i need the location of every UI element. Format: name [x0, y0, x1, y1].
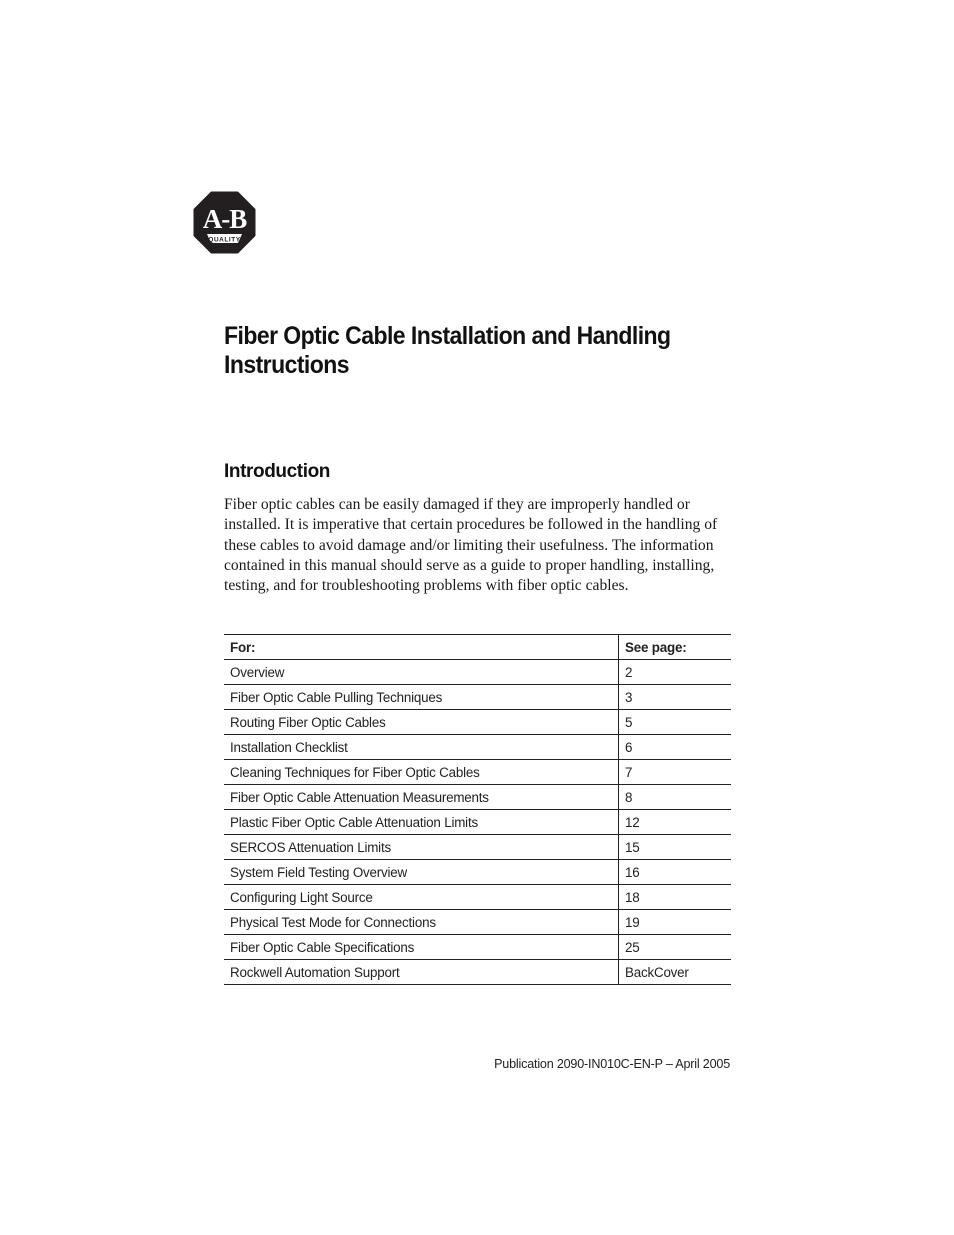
topic-cell: Rockwell Automation Support — [224, 960, 619, 985]
table-row — [224, 935, 731, 960]
page-cell: 2 — [619, 660, 732, 685]
topic-cell: System Field Testing Overview — [224, 860, 619, 885]
topic-cell: Cleaning Techniques for Fiber Optic Cables — [224, 760, 619, 785]
svg-text:A‑B: A‑B — [202, 204, 247, 234]
topic-cell: Installation Checklist — [224, 735, 619, 760]
table-header-row — [224, 635, 731, 660]
topic-cell: Physical Test Mode for Connections — [224, 910, 619, 935]
header-see-page: See page: — [619, 635, 732, 660]
svg-text:QUALITY: QUALITY — [208, 236, 241, 244]
table-row — [224, 660, 731, 685]
table-row — [224, 885, 731, 910]
topic-cell: Plastic Fiber Optic Cable Attenuation Limits — [224, 810, 619, 835]
topic-cell: Overview — [224, 660, 619, 685]
header-for: For: — [224, 635, 619, 660]
topic-cell: Configuring Light Source — [224, 885, 619, 910]
contents-table — [224, 634, 731, 985]
topic-cell: Fiber Optic Cable Specifications — [224, 935, 619, 960]
table-row — [224, 810, 731, 835]
introduction-heading: Introduction — [224, 461, 331, 482]
table-row — [224, 760, 731, 785]
page-cell: 12 — [619, 810, 732, 835]
table-row — [224, 785, 731, 810]
document-title: Fiber Optic Cable Installation and Handling Instructions — [224, 322, 671, 379]
ab-quality-emblem-icon — [193, 191, 256, 254]
page-cell: 7 — [619, 760, 732, 785]
table-row — [224, 910, 731, 935]
topic-cell: Fiber Optic Cable Pulling Techniques — [224, 685, 619, 710]
table-row — [224, 735, 731, 760]
page-cell: 5 — [619, 710, 732, 735]
topic-cell: SERCOS Attenuation Limits — [224, 835, 619, 860]
topic-cell: Fiber Optic Cable Attenuation Measurements — [224, 785, 619, 810]
table-row — [224, 835, 731, 860]
page-cell: 18 — [619, 885, 732, 910]
page-cell: 16 — [619, 860, 732, 885]
page-cell: BackCover — [619, 960, 732, 985]
page-cell: 25 — [619, 935, 732, 960]
page-cell: 19 — [619, 910, 732, 935]
page-cell: 15 — [619, 835, 732, 860]
allen-bradley-quality-logo — [193, 191, 256, 254]
page-cell: 6 — [619, 735, 732, 760]
topic-cell: Routing Fiber Optic Cables — [224, 710, 619, 735]
table-row — [224, 960, 731, 985]
table-row — [224, 710, 731, 735]
page-cell: 8 — [619, 785, 732, 810]
table-row — [224, 685, 731, 710]
introduction-paragraph: Fiber optic cables can be easily damaged if they are improperly handled or installed. It is imperative that certain procedures be followed in the handling of these cables to avoid damage and/or limiting their usefulness. The information contained in this manual should serve as a guide to proper handling, installing, testing, and for troubleshooting problems with fiber optic cables. — [224, 496, 718, 595]
page-cell: 3 — [619, 685, 732, 710]
publication-footer: Publication 2090-IN010C-EN-P – April 2005 — [494, 1057, 730, 1071]
table-row — [224, 860, 731, 885]
